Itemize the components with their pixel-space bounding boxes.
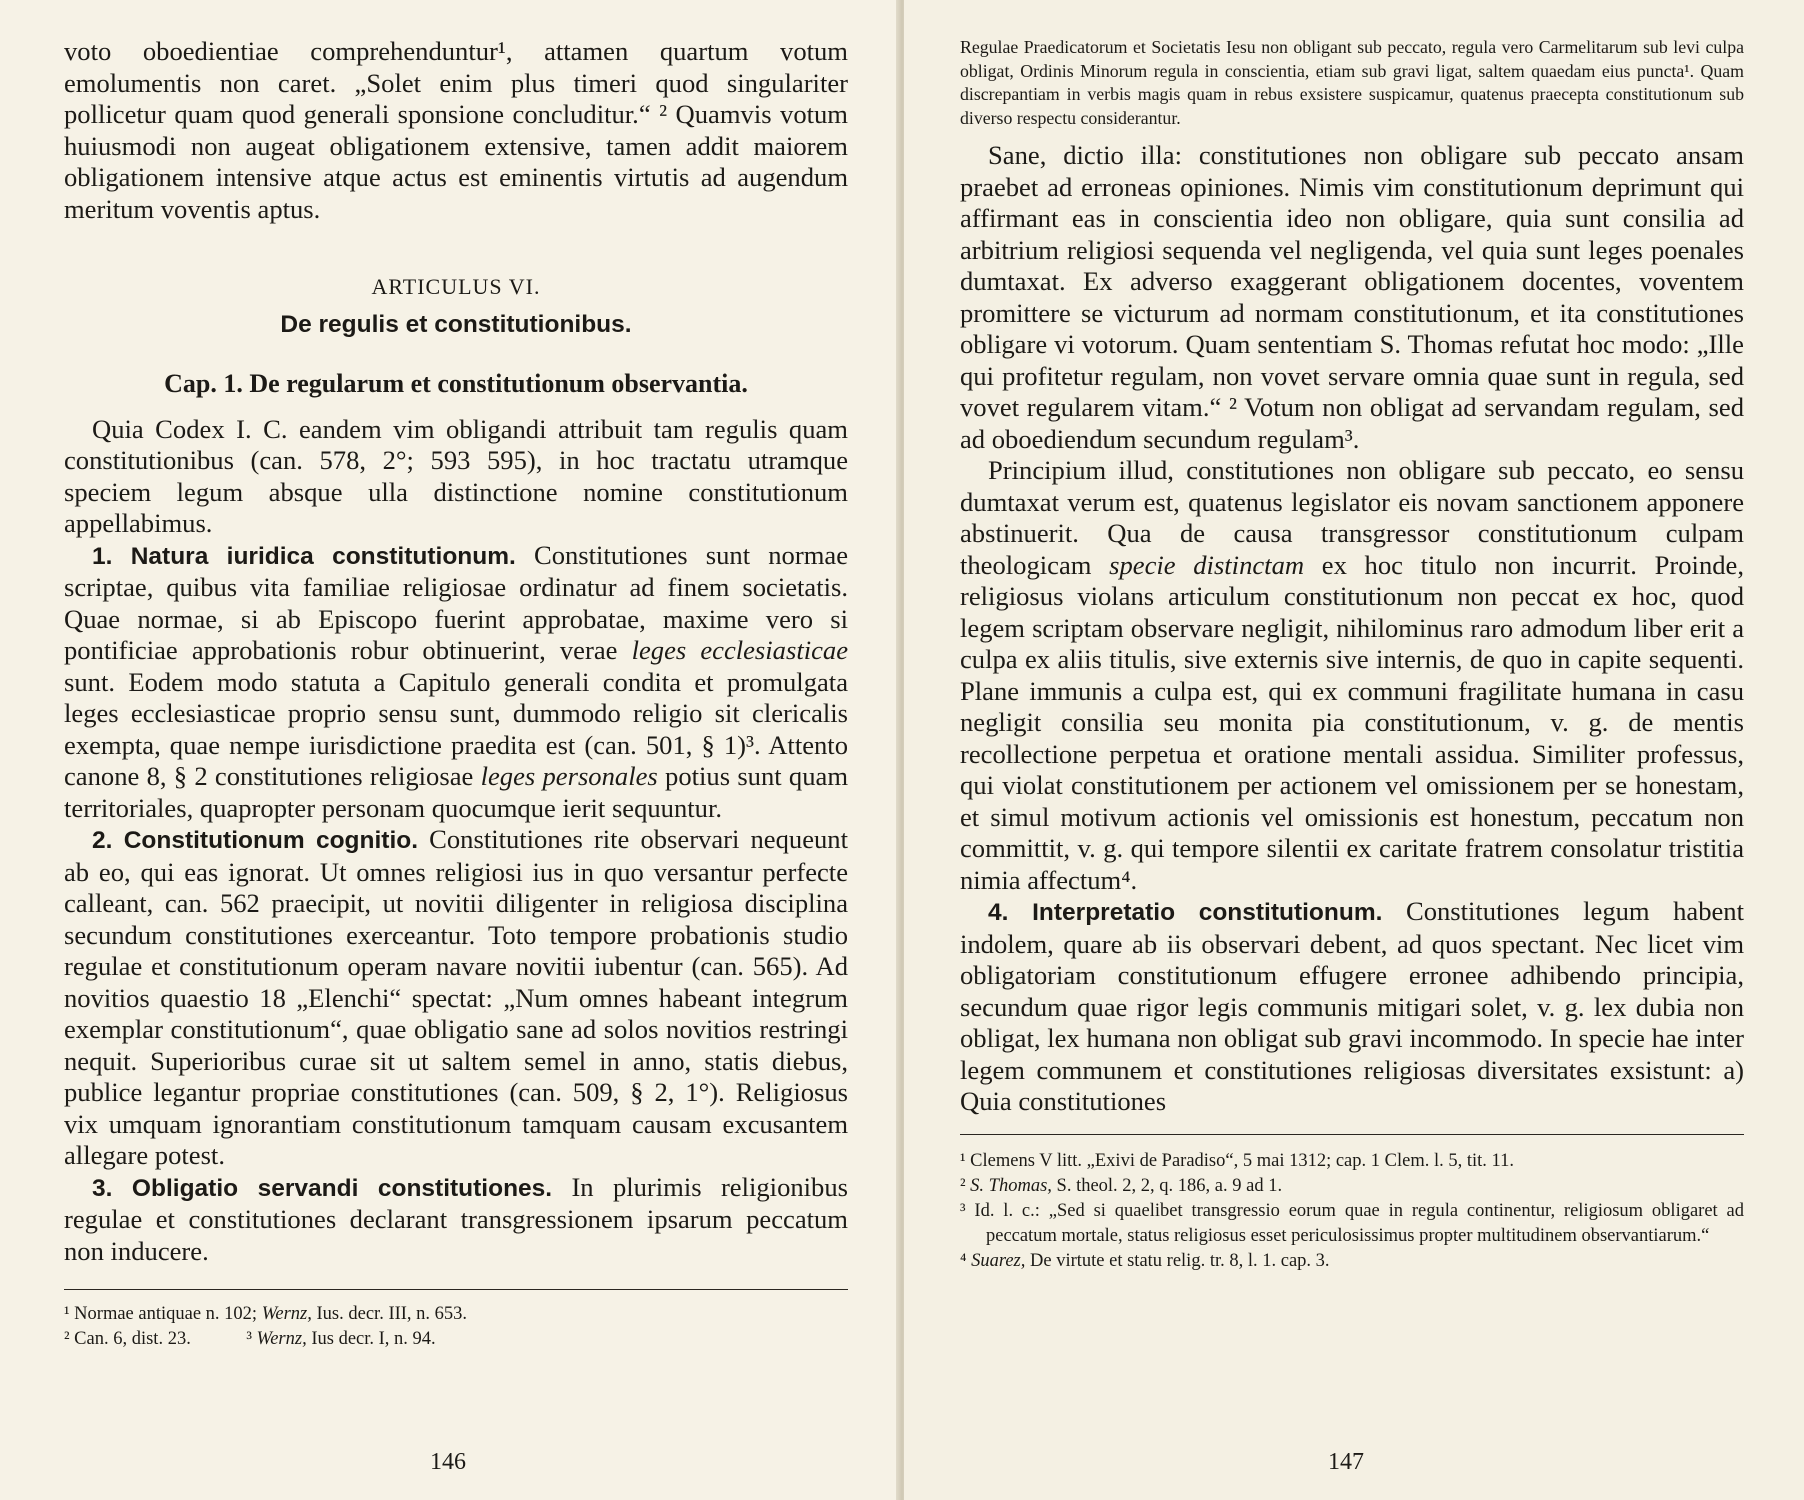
left-page bbox=[0, 0, 900, 1500]
footnote-2: ² Can. 6, dist. 23. bbox=[64, 1329, 191, 1349]
footnote-4-mark: ⁴ bbox=[960, 1250, 967, 1271]
section-2-text: Constitutiones rite observari nequeunt ab eo, qui eas ignorat. Ut omnes religiosi ius in quo versantur perfecte calleant, can. 562 praecipit, ut novitii diligenter in religiosa disciplina secundum constitutiones exerceantur. Toto tempore probationis studio regulae et constitutionum operam navare novitii iubentur (can. 565). Ad novitios quaestio 18 „Elenchi“ spectat: „Num omnes habeant integrum exemplar constitutionum“, quae obligatio sane ad solos novitios restringi nequit. Superioribus curae sit ut saltem semel in anno, statis diebus, publice legantur propriae constitutiones (can. 509, § 2, 1°). Religiosus vix umquam ignorantiam constitutionum tamquam causam excusantem allegare potest. bbox=[64, 824, 848, 1170]
footnote-3-mark: ³ bbox=[246, 1329, 252, 1349]
paragraph-principium-a: Principium illud, constitutiones non obligare sub peccato, eo sensu dumtaxat verum est, quatenus legislator eis novam sanctionem apponere abstinuerit. Qua de causa transgressor constitutionum culpam theologicam bbox=[960, 455, 1744, 580]
section-3-heading: 3. Obligatio servandi constitutiones. bbox=[92, 1174, 553, 1202]
footnote-3-text: Ius decr. I, n. 94. bbox=[311, 1329, 436, 1349]
paragraph-principium-italic: specie distinctam bbox=[1109, 549, 1305, 580]
footnote-2-3 bbox=[64, 1327, 848, 1352]
footnote-1-text-a: ¹ Normae antiquae n. 102; bbox=[64, 1304, 258, 1324]
section-4-paragraph bbox=[960, 896, 1744, 1118]
right-footnotes bbox=[960, 1149, 1744, 1274]
small-print-text: Regulae Praedicatorum et Societatis Iesu non obligant sub peccato, regula vero Carmelitarum sub levi culpa obligat, Ordinis Minorum regula in conscientia, etiam sub gravi ligat, saltem quaedam eius puncta¹. Quam discrepantiam in verbis magis quam in rebus exsistere suspicamur, quatenus praecepta constitutionum sub diverso respectu considerantur. bbox=[960, 37, 1744, 128]
left-body bbox=[64, 36, 848, 1267]
right-page bbox=[904, 0, 1804, 1500]
footnote-2-author: S. Thomas, bbox=[970, 1175, 1052, 1196]
paragraph-principium bbox=[960, 455, 1744, 896]
continuation-paragraph: voto oboedientiae comprehenduntur¹, attamen quartum votum emolumentis non caret. „Solet enim plus timeri quod singulariter pollicetur quam quod generali sponsione concluditur.“ ² Quamvis votum huiusmodi non augeat obligationem extensive, tamen addit maiorem obligationem intensive atque actus est eminentis virtutis ad augendum meritum voventis aptus. bbox=[64, 36, 848, 224]
section-2-heading: 2. Constitutionum cognitio. bbox=[92, 827, 419, 854]
section-1-text-c: potius sunt quam territoriales, quapropter personam quocumque ierit sequuntur. bbox=[64, 761, 849, 823]
right-small-paragraph bbox=[960, 36, 1744, 130]
paragraph-principium-b: ex hoc titulo non incurrit. Proinde, religiosus violans articulum constitutionum non peccat ex hoc, quod legem scriptam observare negligit, nihilominus raro admodum liber erit a culpa ex aliis titulis, sive externis sive internis, de quo in capite sequenti. Plane immunis a culpa est, qui ex communi fragilitate humana in casu negligit consilia seu monita pia constitutionum, v. g. de mentis recollectione perpetua et oratione mentali assidua. Similiter professus, qui violat constitutionem per actionem vel omissionem per se honestam, et simul motivum actionis vel omissionis est honestum, peccatum non committit, v. g. qui tempore silentii ex caritate fratrem consolatur tristitia nimia affectum⁴. bbox=[960, 549, 1744, 895]
articulus-label: ARTICULUS VI. bbox=[371, 274, 541, 299]
intro-paragraph: Quia Codex I. C. eandem vim obligandi attribuit tam regulis quam constitutionibus (can. 578, 2°; 593 595), in hoc tractatu utramque speciem legum absque ulla distinctione nomine constitutionum appellabimus. bbox=[64, 413, 848, 538]
footnote-2-text: S. theol. 2, 2, q. 186, a. 9 ad 1. bbox=[1056, 1175, 1283, 1196]
section-2-paragraph bbox=[64, 824, 848, 1172]
footnote-1-author: Wernz, bbox=[261, 1304, 312, 1324]
footnote-3-author: Wernz, bbox=[256, 1329, 307, 1349]
footnote-1-text-b: Ius. decr. III, n. 653. bbox=[316, 1304, 468, 1324]
footnote-1 bbox=[64, 1302, 848, 1327]
section-1-italic-b: leges personales bbox=[480, 761, 658, 791]
footnote-2 bbox=[960, 1174, 1744, 1199]
footnote-4-text: De virtute et statu relig. tr. 8, l. 1. cap. 3. bbox=[1030, 1250, 1330, 1271]
section-4-heading: 4. Interpretatio constitutionum. bbox=[988, 899, 1383, 926]
section-3-text: In plurimis religionibus regulae et constitutiones declarant transgressionem ipsarum peccatum non inducere. bbox=[64, 1171, 848, 1266]
section-1-heading: 1. Natura iuridica constitutionum. bbox=[92, 542, 516, 570]
paragraph-sane: Sane, dictio illa: constitutiones non obligare sub peccato ansam praebet ad erroneas opiniones. Nimis vim constitutionum deprimunt qui affirmant eas in conscientia ideo non obligare, quia sunt consilia ad arbitrium religiosi sequenda vel negligenda, vel quia sunt leges poenales dumtaxat. Ex adverso exaggerant obligationem docentes, voventem promittere se victurum ad normam constitutionum, et ita constitutiones obligare vi votorum. Quam sententiam S. Thomas refutat hoc modo: „Ille qui profitetur regulam, non vovet servare omnia quae sunt in regula, sed vovet regularem vitam.“ ² Votum non obligat ad servandam regulam, sed ad oboediendum secundum regulam³. bbox=[960, 140, 1744, 454]
footnote-3: ³ Id. l. c.: „Sed si quaelibet transgressio eorum quae in regula continentur, religiosum obligaret ad peccatum mortale, status religiosus esset periculosissimus propter multitudinem observantiarum.“ bbox=[960, 1200, 1744, 1246]
chapter-heading: Cap. 1. De regularum et constitutionum observantia. bbox=[164, 369, 748, 398]
section-1-italic-a: leges ecclesiasticae bbox=[631, 635, 849, 665]
footnote-1: ¹ Clemens V litt. „Exivi de Paradiso“, 5 mai 1312; cap. 1 Clem. l. 5, tit. 11. bbox=[960, 1150, 1514, 1171]
right-body bbox=[960, 140, 1744, 1118]
section-3-paragraph bbox=[64, 1172, 848, 1268]
article-title: De regulis et constitutionibus. bbox=[280, 310, 632, 338]
footnote-2-mark: ² bbox=[960, 1175, 966, 1196]
section-1-paragraph bbox=[64, 540, 848, 825]
footnote-rule bbox=[960, 1134, 1744, 1135]
page-number: 146 bbox=[430, 1449, 466, 1475]
footnote-4-author: Suarez, bbox=[971, 1250, 1026, 1271]
section-1-text-b: sunt. Eodem modo statuta a Capitulo generali condita et promulgata leges ecclesiasticae proprio sensu sunt, dummodo religio sit clericalis exempta, quae nempe iurisdictione praedita est (can. 501, § 1)³. Attento canone 8, § 2 constitutiones religiosae bbox=[64, 666, 848, 791]
page-number: 147 bbox=[1328, 1449, 1364, 1475]
section-1-text-a: Constitutiones sunt normae scriptae, quibus vita familiae religiosae ordinatur ad finem societatis. Quae normae, si ab Episcopo fuerint approbatae, maxime vero si pontificiae approbationis robur obtinuerint, verae bbox=[64, 539, 848, 665]
footnote-rule bbox=[64, 1289, 848, 1290]
left-footnotes bbox=[64, 1302, 848, 1352]
section-4-text: Constitutiones legum habent indolem, quare ab iis observari debent, ad quos spectant. Nec licet vim obligatoriam constitutionum effugere erronee adhibendo principia, secundum quae rigor legis communis mitigari solet, v. g. lex dubia non obligat, lex humana non obligat sub gravi incommodo. In specie hae inter legem communem et constitutiones religiosas diversitates exsistunt: a) Quia constitutiones bbox=[960, 896, 1744, 1116]
footnote-4 bbox=[960, 1249, 1744, 1274]
